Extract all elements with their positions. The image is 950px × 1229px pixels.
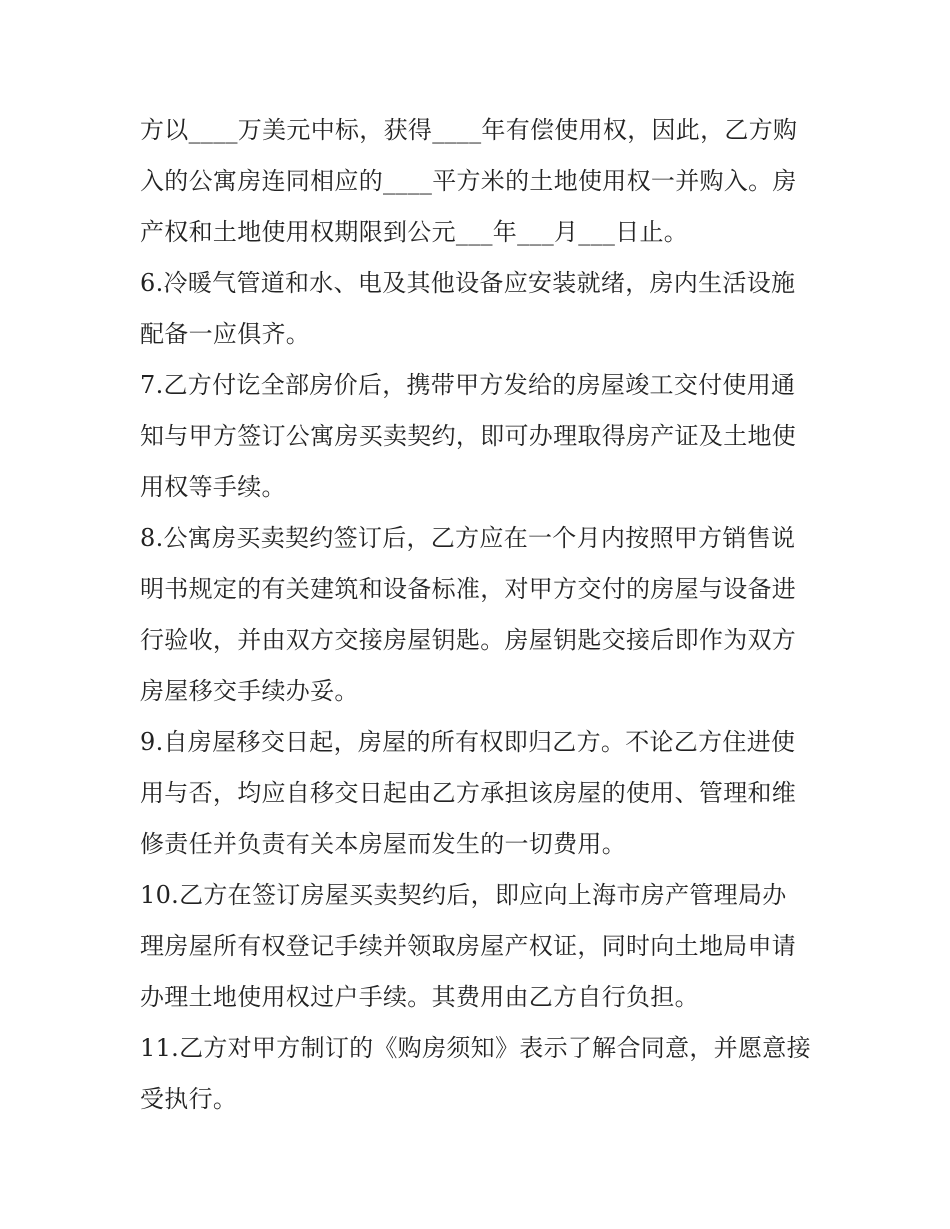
text-line: 产权和土地使用权期限到公元___年___月___日止。	[140, 218, 689, 246]
text-line: 用权等手续。	[140, 473, 286, 501]
text-line: 明书规定的有关建筑和设备标准，对甲方交付的房屋与设备进	[140, 575, 797, 603]
clause-9-line: 9.自房屋移交日起，房屋的所有权即归乙方。不论乙方住进使	[140, 728, 796, 756]
clause-7-line: 7.乙方付讫全部房价后，携带甲方发给的房屋竣工交付使用通	[140, 371, 796, 399]
text-line: 受执行。	[140, 1085, 238, 1113]
text-line: 房屋移交手续办妥。	[140, 677, 359, 705]
text-line: 方以____万美元中标，获得____年有偿使用权，因此，乙方购	[140, 116, 798, 144]
clause-6-line: 6.冷暖气管道和水、电及其他设备应安装就绪，房内生活设施	[140, 269, 796, 297]
text-line: 用与否，均应自移交日起由乙方承担该房屋的使用、管理和维	[140, 779, 797, 807]
clause-11-line: 11.乙方对甲方制订的《购房须知》表示了解合同意，并愿意接	[140, 1034, 811, 1062]
text-line: 行验收，并由双方交接房屋钥匙。房屋钥匙交接后即作为双方	[140, 626, 797, 654]
clause-8-line: 8.公寓房买卖契约签订后，乙方应在一个月内按照甲方销售说	[140, 524, 796, 552]
text-line: 入的公寓房连同相应的____平方米的土地使用权一并购入。房	[140, 167, 797, 195]
text-line: 修责任并负责有关本房屋而发生的一切费用。	[140, 830, 626, 858]
text-line: 知与甲方签订公寓房买卖契约，即可办理取得房产证及土地使	[140, 422, 797, 450]
text-line: 理房屋所有权登记手续并领取房屋产权证，同时向土地局申请	[140, 932, 797, 960]
document-body	[140, 105, 820, 1125]
clause-10-line: 10.乙方在签订房屋买卖契约后，即应向上海市房产管理局办	[140, 881, 787, 909]
text-line: 办理土地使用权过户手续。其费用由乙方自行负担。	[140, 983, 699, 1011]
text-line: 配备一应俱齐。	[140, 320, 311, 348]
